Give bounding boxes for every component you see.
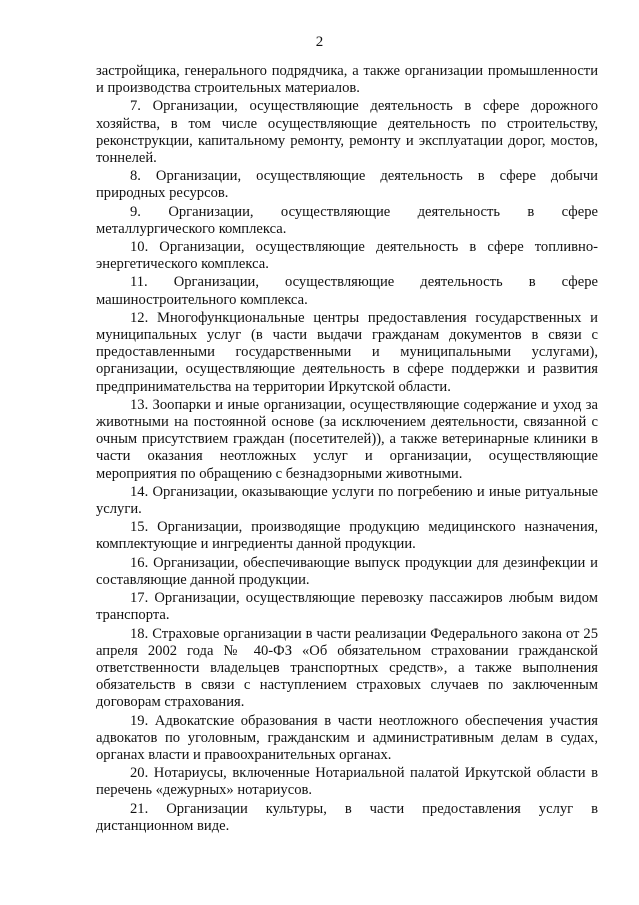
paragraph-item-9: 9. Организации, осуществляющие деятельность в сфере металлургического комплекса. [96,203,598,237]
paragraph-item-7: 7. Организации, осуществляющие деятельность в сфере дорожного хозяйства, в том числе осуществляющие деятельность по строительству, реконструкции, капитальному ремонту, ремонту и эксплуатации дорог, мостов, тоннелей. [96,98,598,167]
paragraph-item-21: 21. Организации культуры, в части предоставления услуг в дистанционном виде. [96,800,598,834]
paragraph-item-12: 12. Многофункциональные центры предоставления государственных и муниципальных услуг (в части выдачи гражданам документов в связи с предоставленными государственными и муниципальными услугами), организации, осуществляющие деятельность в сфере поддержки и развития предпринимательства на территории Иркутской области. [96,309,598,395]
paragraph-item-18: 18. Страховые организации в части реализации Федерального закона от 25 апреля 2002 года № 40-ФЗ «Об обязательном страховании гражданской ответственности владельцев транспортных средств», а также выполнения обязательств в связи с наступлением страховых случаев по заключенным договорам страхования. [96,625,598,711]
paragraph-item-20: 20. Нотариусы, включенные Нотариальной палатой Иркутской области в перечень «дежурных» нотариусов. [96,765,598,799]
paragraph-continuation: застройщика, генерального подрядчика, а также организации промышленности и производства строительных материалов. [96,63,598,97]
page-number: 2 [315,34,324,50]
paragraph-item-16: 16. Организации, обеспечивающие выпуск продукции для дезинфекции и составляющие данной продукции. [96,554,598,588]
paragraph-item-17: 17. Организации, осуществляющие перевозку пассажиров любым видом транспорта. [96,590,598,624]
paragraph-item-14: 14. Организации, оказывающие услуги по погребению и иные ритуальные услуги. [96,483,598,518]
paragraph-item-13: 13. Зоопарки и иные организации, осуществляющие содержание и уход за животными на постоянной основе (за исключением деятельности, связанной с очным присутствием граждан (посетителей)), а также ветеринарные клиники в части оказания неотложных услуг и организации, осуществляющие мероприятия по обращению с безнадзорными животными. [96,396,598,482]
paragraph-item-11: 11. Организации, осуществляющие деятельность в сфере машиностроительного комплекса. [96,274,598,308]
paragraph-item-15: 15. Организации, производящие продукцию медицинского назначения, комплектующие и ингредиенты данной продукции. [96,519,598,553]
paragraph-item-8: 8. Организации, осуществляющие деятельность в сфере добычи природных ресурсов. [96,168,598,202]
paragraph-item-19: 19. Адвокатские образования в части неотложного обеспечения участия адвокатов по уголовным, гражданским и административным делам в судах, органах власти и правоохранительных органах. [96,712,598,763]
paragraph-item-10: 10. Организации, осуществляющие деятельность в сфере топливно-энергетического комплекса. [96,239,598,273]
document-body [96,63,598,835]
